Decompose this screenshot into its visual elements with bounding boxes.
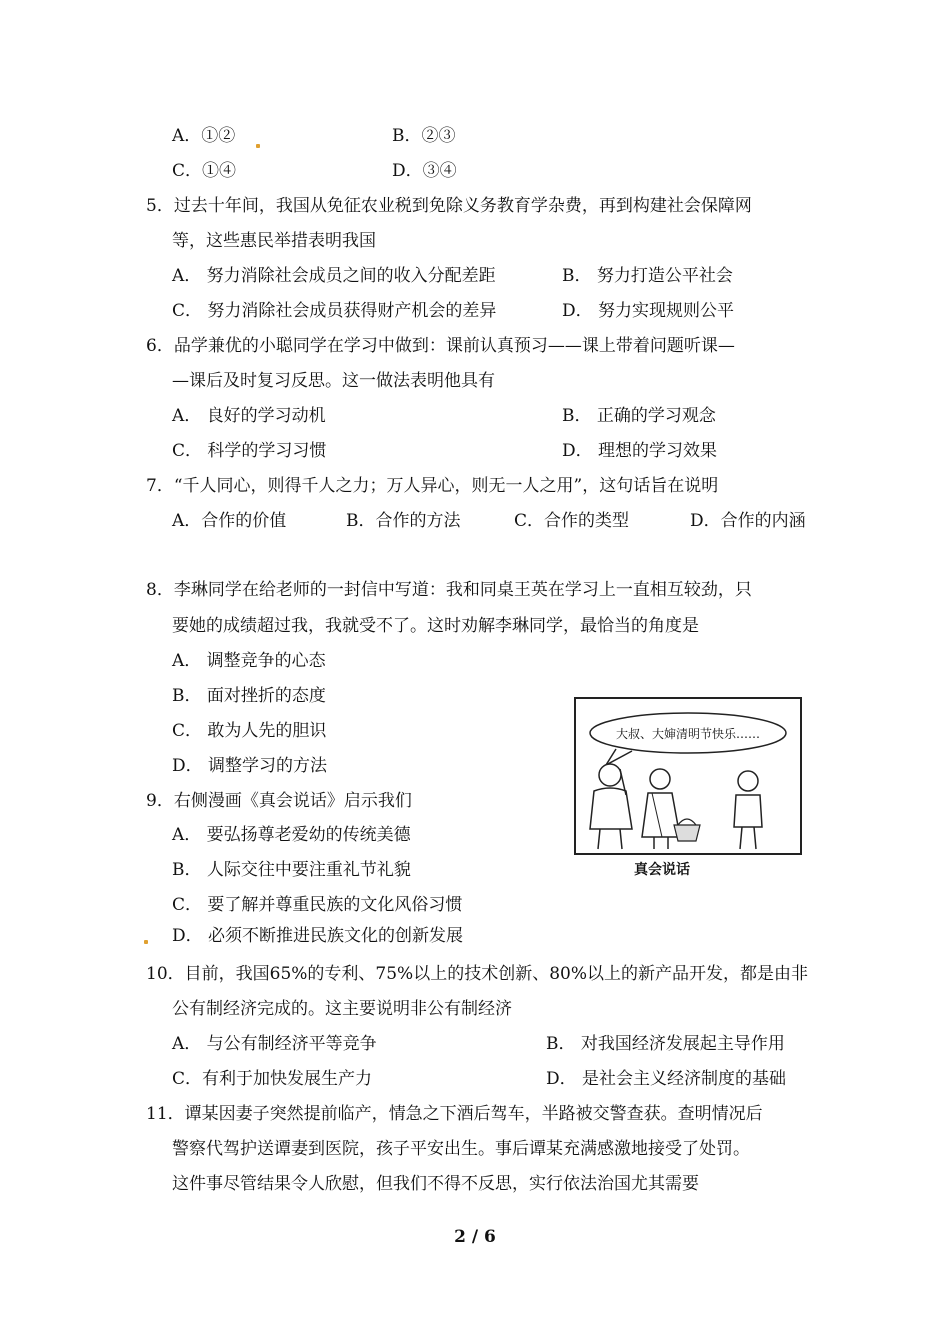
q9-option-d: D． 必须不断推进民族文化的创新发展 [172,926,464,946]
q11-stem-line2: 警察代驾护送谭妻到医院，孩子平安出生。事后谭某充满感激地接受了处罚。 [172,1139,750,1159]
q4-option-b: B．②③ [392,126,456,146]
q11-stem-line1: 11．谭某因妻子突然提前临产，情急之下酒后驾车，半路被交警查获。查明情况后 [146,1104,763,1124]
q6-option-a: A． 良好的学习动机 [172,406,326,426]
decorative-dot [256,144,260,148]
q9-stem-line1: 9．右侧漫画《真会说话》启示我们 [146,791,412,811]
cartoon-caption: 真会说话 [634,862,690,878]
q7-option-b: B．合作的方法 [346,511,461,531]
q7-option-a: A．合作的价值 [172,511,287,531]
page-number: 2 / 6 [454,1227,496,1247]
speech-text: 大叔、大婶清明节快乐…… [615,727,761,741]
q10-option-b: B． 对我国经济发展起主导作用 [546,1034,785,1054]
q8-stem-line2: 要她的成绩超过我，我就受不了。这时劝解李琳同学，最恰当的角度是 [172,616,699,636]
q9-option-b: B． 人际交往中要注重礼节礼貌 [172,860,411,880]
q6-stem-line2: —课后及时复习反思。这一做法表明他具有 [172,371,495,391]
q8-option-b: B． 面对挫折的态度 [172,686,326,706]
q10-stem-line2: 公有制经济完成的。这主要说明非公有制经济 [172,999,512,1019]
q8-option-d: D． 调整学习的方法 [172,756,328,776]
cartoon-image [574,697,802,855]
cartoon-drawing [576,699,800,853]
q7-option-d: D．合作的内涵 [690,511,806,531]
q10-option-d: D． 是社会主义经济制度的基础 [546,1069,787,1089]
q5-option-c: C． 努力消除社会成员获得财产机会的差异 [172,301,497,321]
q9-option-a: A． 要弘扬尊老爱幼的传统美德 [172,825,411,845]
q5-option-b: B． 努力打造公平社会 [562,266,733,286]
q4-option-a: A．①② [172,126,236,146]
q6-stem-line1: 6．品学兼优的小聪同学在学习中做到：课前认真预习——课上带着问题听课— [146,336,735,356]
q7-option-c: C．合作的类型 [514,511,630,531]
q8-option-a: A． 调整竞争的心态 [172,651,326,671]
q8-option-c: C． 敢为人先的胆识 [172,721,327,741]
q10-option-a: A． 与公有制经济平等竞争 [172,1034,377,1054]
q6-option-c: C． 科学的学习习惯 [172,441,327,461]
q10-stem-line1: 10．目前，我国65%的专利、75%以上的技术创新、80%以上的新产品开发，都是由非 [146,964,808,984]
q5-stem-line1: 5．过去十年间，我国从免征农业税到免除义务教育学杂费，再到构建社会保障网 [146,196,752,216]
q6-option-d: D． 理想的学习效果 [562,441,718,461]
q8-stem-line1: 8．李琳同学在给老师的一封信中写道：我和同桌王英在学习上一直相互较劲，只 [146,580,752,600]
q10-option-c: C．有利于加快发展生产力 [172,1069,373,1089]
decorative-dot [144,940,148,944]
q6-option-b: B． 正确的学习观念 [562,406,716,426]
q9-option-c: C． 要了解并尊重民族的文化风俗习惯 [172,895,463,915]
q5-option-d: D． 努力实现规则公平 [562,301,735,321]
q11-stem-line3: 这件事尽管结果令人欣慰，但我们不得不反思，实行依法治国尤其需要 [172,1174,699,1194]
q4-option-d: D．③④ [392,161,457,181]
q4-option-c: C．①④ [172,161,237,181]
q5-stem-line2: 等，这些惠民举措表明我国 [172,231,376,251]
q5-option-a: A． 努力消除社会成员之间的收入分配差距 [172,266,496,286]
q7-stem-line1: 7．“千人同心，则得千人之力；万人异心，则无一人之用”，这句话旨在说明 [146,476,719,496]
